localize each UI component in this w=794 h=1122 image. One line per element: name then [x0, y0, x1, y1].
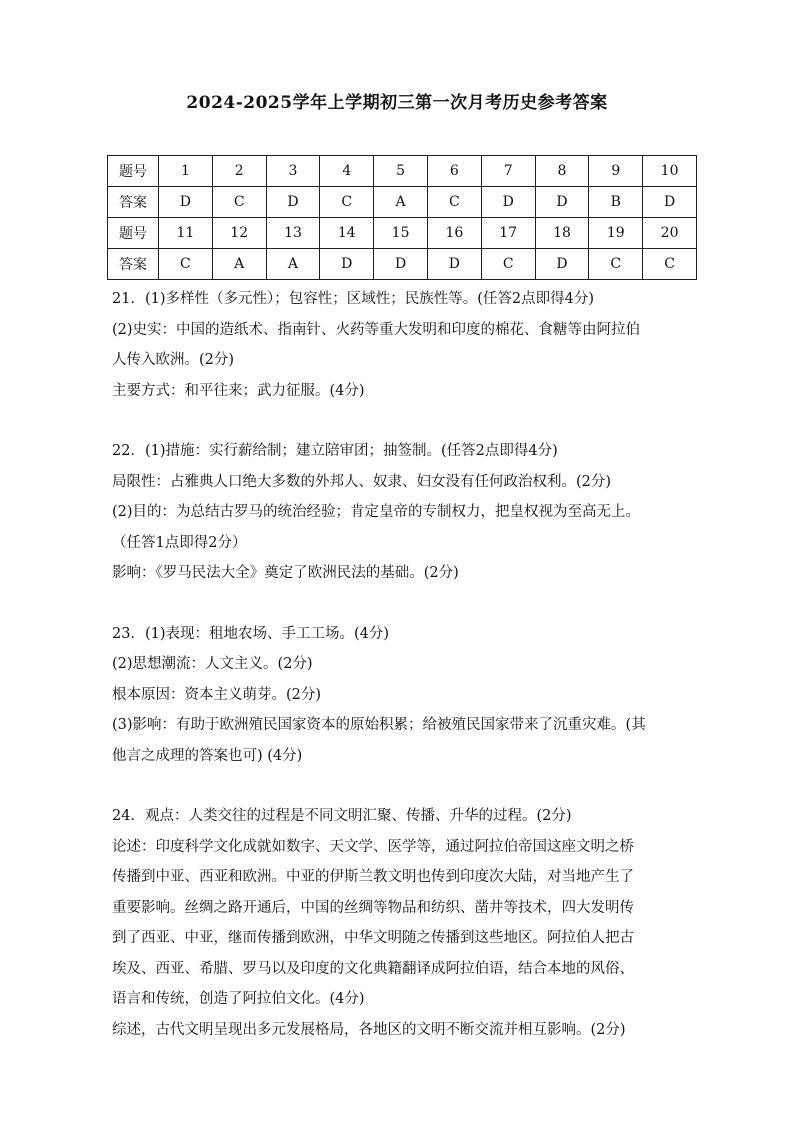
question-number: 10: [643, 156, 697, 187]
table-row: [108, 218, 697, 249]
answer-line: 主要方式：和平往来；武力征服。(4分): [112, 382, 365, 399]
row-label-answer: 答案: [108, 187, 159, 218]
answer-section-23: [112, 619, 702, 772]
answer-letter: D: [266, 187, 320, 218]
answer-letter: C: [212, 187, 266, 218]
answer-letter: D: [374, 249, 428, 280]
answer-line: 根本原因：资本主义萌芽。(2分): [112, 686, 322, 703]
answer-line: (2)史实：中国的造纸术、指南针、火药等重大发明和印度的棉花、食糖等由阿拉伯: [112, 321, 641, 338]
answer-line: 影响：《罗马民法大全》奠定了欧洲民法的基础。(2分): [112, 565, 459, 581]
answer-letter: B: [589, 187, 643, 218]
question-number: 4: [320, 156, 374, 187]
answer-line: （任答1点即得2分）: [112, 534, 247, 551]
answer-letter: C: [643, 249, 697, 280]
answer-letter: C: [481, 249, 535, 280]
question-number: 13: [266, 218, 320, 249]
answer-line: 21．(1)多样性（多元性）；包容性；区域性；民族性等。(任答2点即得4分): [112, 291, 595, 307]
question-number: 16: [427, 218, 481, 249]
table-row: [108, 249, 697, 280]
question-number: 2: [212, 156, 266, 187]
answer-line: (2)思想潮流：人文主义。(2分): [112, 656, 313, 672]
answer-line: 人传入欧洲。(2分): [112, 352, 235, 368]
answer-letter: C: [320, 187, 374, 218]
section-spacer: [112, 771, 702, 801]
answer-line: 论述：印度科学文化成就如数字、天文学、医学等，通过阿拉伯帝国这座文明之桥: [112, 838, 634, 855]
section-spacer: [112, 589, 702, 619]
answer-letter: D: [427, 249, 481, 280]
answer-letter: D: [535, 187, 589, 218]
answer-line: 埃及、西亚、希腊、罗马以及印度的文化典籍翻译成阿拉伯语，结合本地的风俗、: [112, 960, 634, 977]
answer-letter: D: [643, 187, 697, 218]
question-number: 5: [374, 156, 428, 187]
answer-letter: D: [159, 187, 213, 218]
table-row: [108, 187, 697, 218]
answer-letter: C: [427, 187, 481, 218]
answer-letter: C: [159, 249, 213, 280]
answer-section-21: [112, 284, 702, 406]
table-row: [108, 156, 697, 187]
row-label-question: 题号: [108, 218, 159, 249]
answer-line: 23．(1)表现：租地农场、手工工场。(4分): [112, 625, 390, 642]
answer-line: 重要影响。丝绸之路开通后，中国的丝绸等物品和纺织、凿井等技术，四大发明传: [112, 899, 634, 916]
answer-section-24: [112, 801, 702, 1045]
answer-section-22: [112, 436, 702, 589]
answer-line: 综述，古代文明呈现出多元发展格局，各地区的文明不断交流并相互影响。(2分): [112, 1021, 626, 1038]
section-spacer: [112, 406, 702, 436]
row-label-question: 题号: [108, 156, 159, 187]
answer-line: 24．观点：人类交往的过程是不同文明汇聚、传播、升华的过程。(2分): [112, 808, 572, 824]
answer-letter: A: [212, 249, 266, 280]
question-number: 8: [535, 156, 589, 187]
question-number: 3: [266, 156, 320, 187]
answer-line: 到了西亚、中亚，继而传播到欧洲，中华文明随之传播到这些地区。阿拉伯人把古: [112, 930, 634, 946]
answer-line: 22．(1)措施：实行薪给制；建立陪审团；抽签制。(任答2点即得4分): [112, 443, 558, 459]
question-number: 19: [589, 218, 643, 249]
answer-line: 他言之成理的答案也可) (4分): [112, 747, 303, 764]
answer-body: [112, 284, 702, 1045]
question-number: 15: [374, 218, 428, 249]
answer-letter: A: [266, 249, 320, 280]
question-number: 12: [212, 218, 266, 249]
answer-line: (2)目的：为总结古罗马的统治经验；肯定皇帝的专制权力，把皇权视为至高无上。: [112, 504, 641, 520]
question-number: 14: [320, 218, 374, 249]
answer-line: 语言和传统，创造了阿拉伯文化。(4分): [112, 991, 365, 1007]
answer-line: (3)影响：有助于欧洲殖民国家资本的原始积累；给被殖民国家带来了沉重灾难。(其: [112, 717, 646, 733]
question-number: 6: [427, 156, 481, 187]
question-number: 9: [589, 156, 643, 187]
answer-letter: C: [589, 249, 643, 280]
question-number: 11: [159, 218, 213, 249]
question-number: 7: [481, 156, 535, 187]
answer-letter: A: [374, 187, 428, 218]
page-title: 2024-2025学年上学期初三第一次月考历史参考答案: [186, 93, 608, 113]
answer-line: 局限性：占雅典人口绝大多数的外邦人、奴隶、妇女没有任何政治权利。(2分): [112, 473, 612, 490]
answer-letter: D: [535, 249, 589, 280]
row-label-answer: 答案: [108, 249, 159, 280]
answer-line: 传播到中亚、西亚和欧洲。中亚的伊斯兰教文明也传到印度次大陆，对当地产生了: [112, 869, 634, 885]
question-number: 18: [535, 218, 589, 249]
question-number: 1: [159, 156, 213, 187]
answer-letter: D: [320, 249, 374, 280]
question-number: 17: [481, 218, 535, 249]
question-number: 20: [643, 218, 697, 249]
answer-key-table: [107, 155, 697, 280]
answer-letter: D: [481, 187, 535, 218]
